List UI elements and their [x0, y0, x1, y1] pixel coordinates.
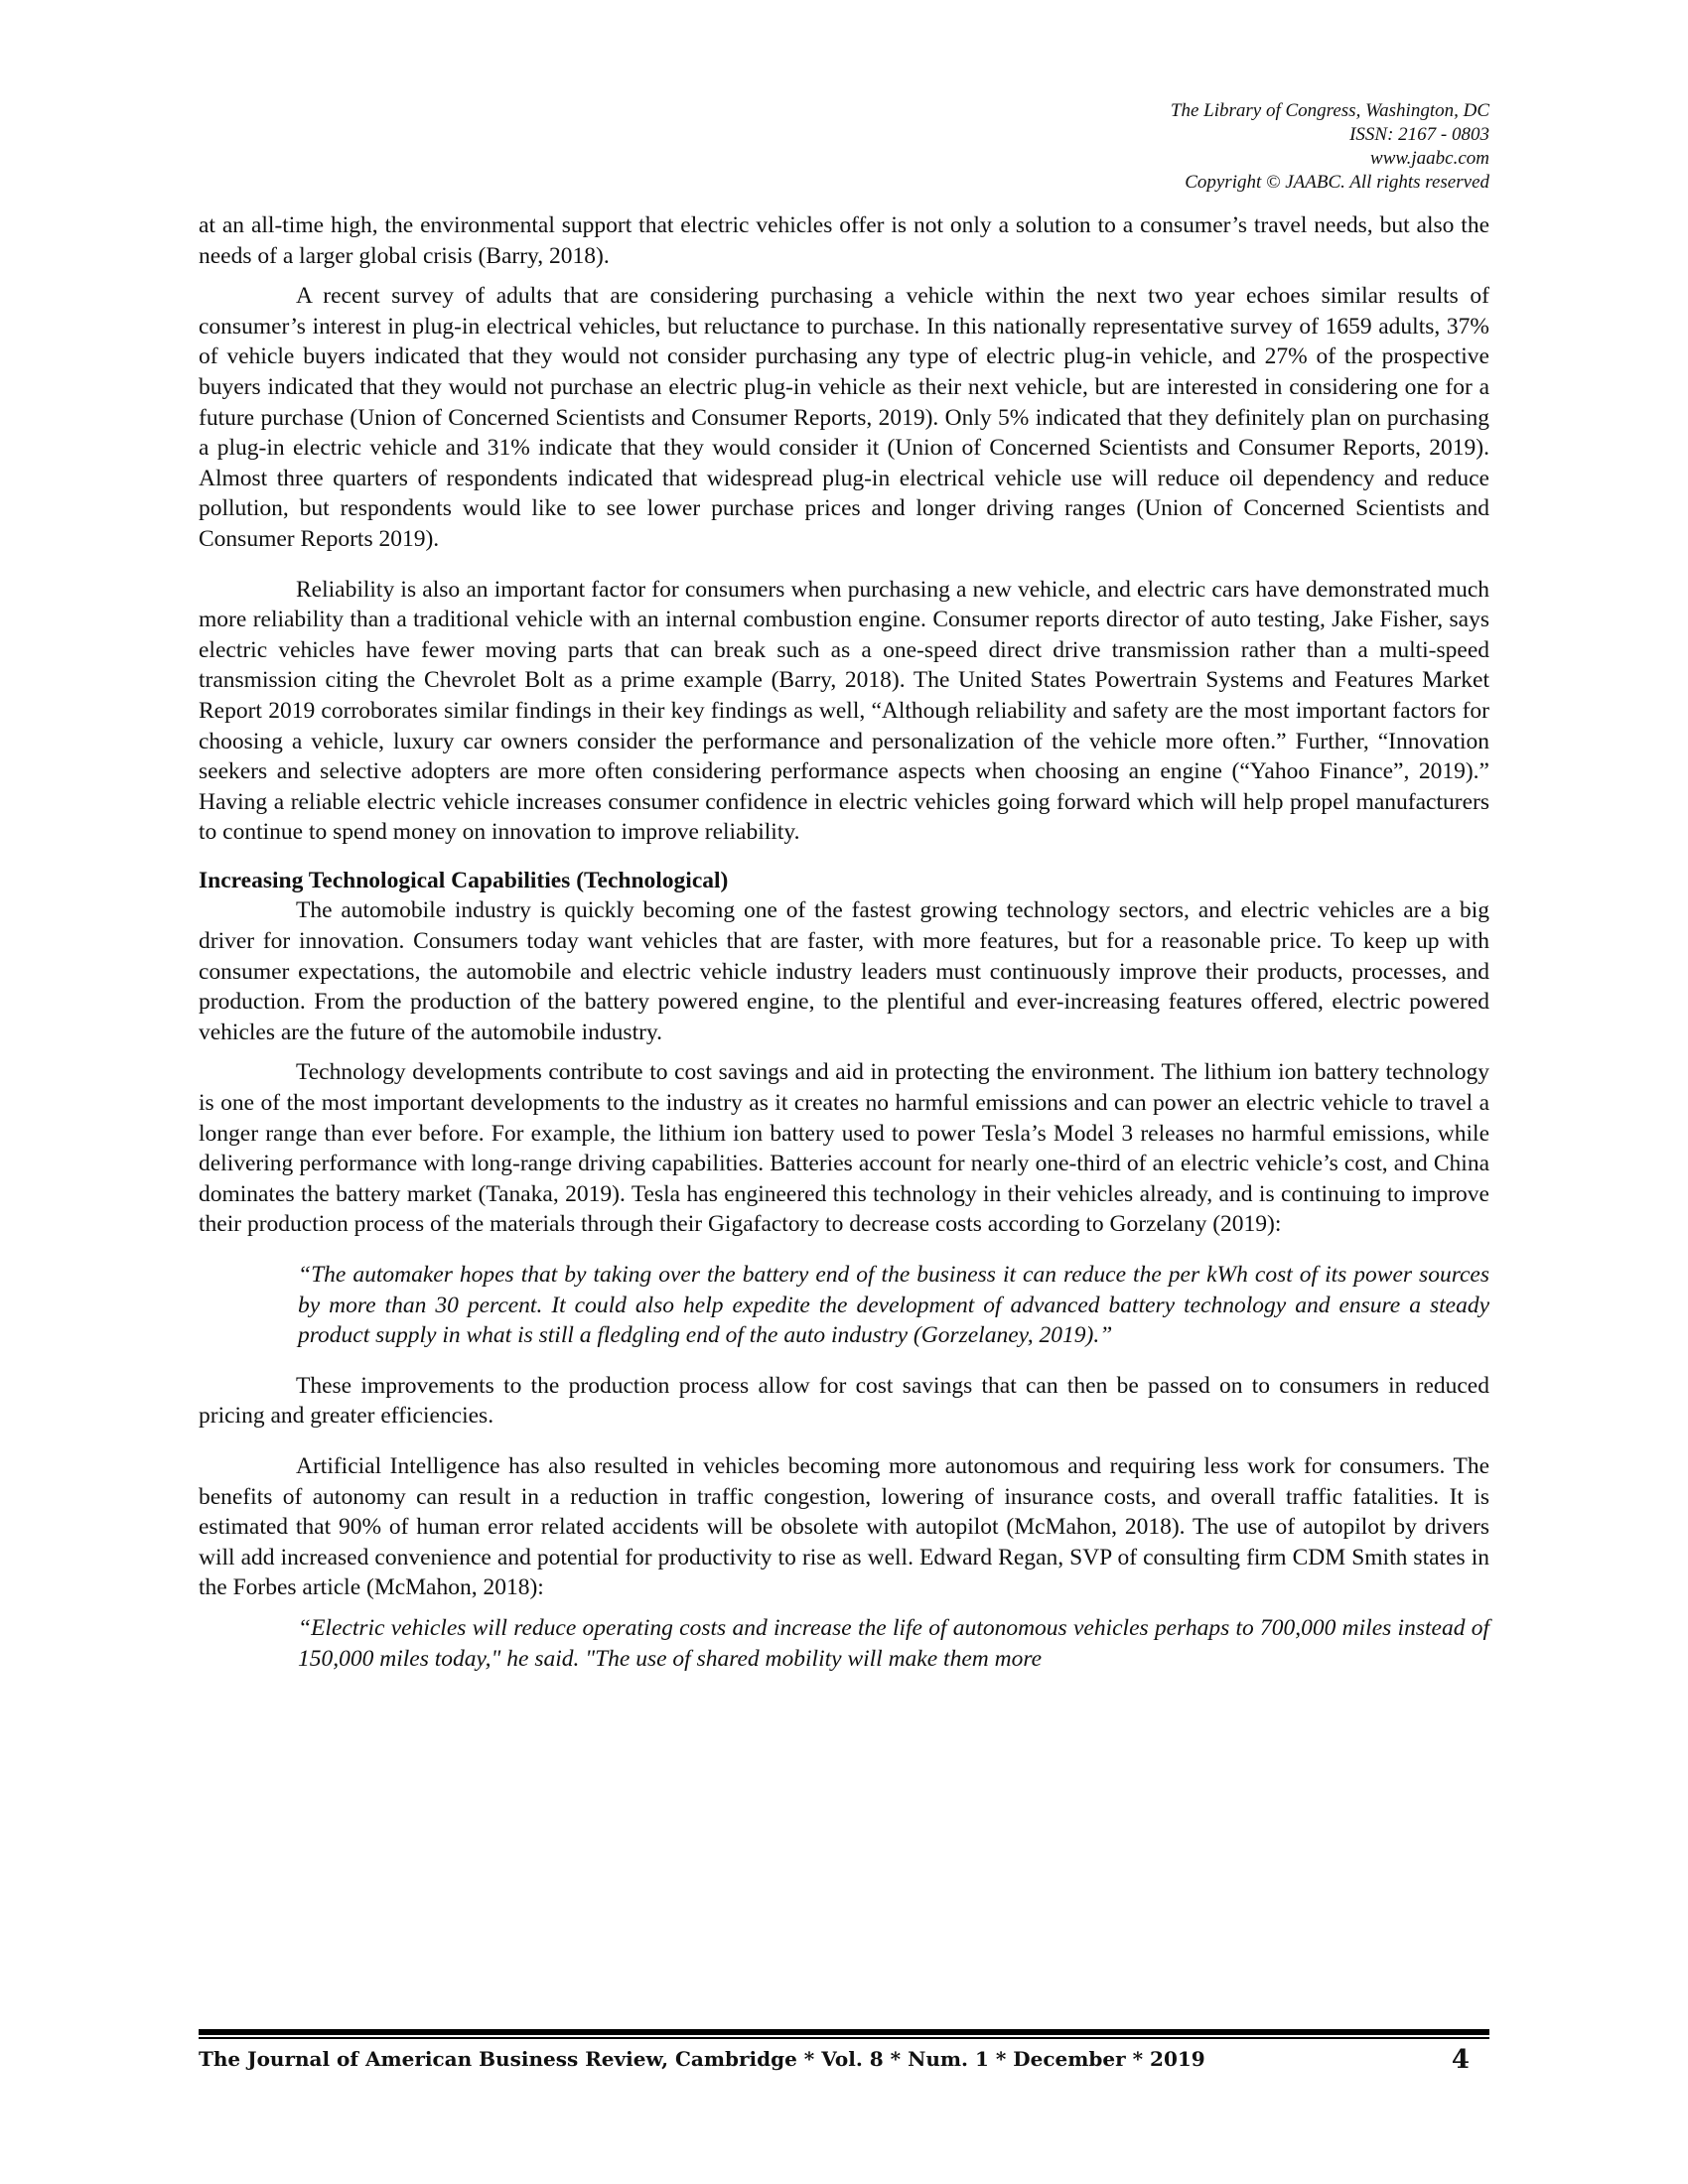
block-quote-gorzelany: “The automaker hopes that by taking over the battery end of the business it can reduce the per kWh cost of its power sources by more than 30 percent. It could also help expedite the development of advanced battery technology and ensure a steady product supply in what is still a fledgling end of the auto industry (Gorzelaney, 2019).” [298, 1262, 1489, 1349]
paragraph-ai: Artificial Intelligence has also resulted in vehicles becoming more autonomous and requiring less work for consumers. The benefits of autonomy can result in a reduction in traffic congestion, lowering of insurance costs, and overall traffic fatalities. It is estimated that 90% of human error related accidents will be obsolete with autopilot (McMahon, 2018). The use of autopilot by drivers will add increased convenience and potential for productivity to rise as well. Edward Regan, SVP of consulting firm CDM Smith states in the Forbes article (McMahon, 2018): [199, 1452, 1489, 1601]
footer-rule-thick [199, 2029, 1489, 2035]
footer-rule-thin [199, 2037, 1489, 2039]
header-website: www.jaabc.com [1370, 148, 1489, 169]
page-header [1171, 99, 1489, 195]
header-issn: ISSN: 2167 - 0803 [1349, 124, 1489, 145]
page-number: 4 [1451, 2045, 1470, 2075]
article-body [199, 210, 1489, 1674]
footer-journal: The Journal of American Business Review, Cambridge * Vol. 8 * Num. 1 * December * 2019 [199, 2047, 1205, 2071]
header-copyright: Copyright © JAABC. All rights reserved [1185, 172, 1489, 193]
header-publisher: The Library of Congress, Washington, DC [1170, 100, 1489, 121]
paragraph-battery: Technology developments contribute to cost savings and aid in protecting the environment. The lithium ion battery technology is one of the most important developments to the industry as it creates no harmful emissions and can power an electric vehicle to travel a longer range than ever before. For example, the lithium ion battery used to power Tesla’s Model 3 releases no harmful emissions, while delivering performance with long-range driving capabilities. Batteries account for nearly one-third of an electric vehicle’s cost, and China dominates the battery market (Tanaka, 2019). Tesla has engineered this technology in their vehicles already, and is continuing to improve their production process of the materials through their Gigafactory to decrease costs according to Gorzelany (2019): [199, 1059, 1489, 1238]
block-quote-regan: “Electric vehicles will reduce operating costs and increase the life of autonomous vehicles perhaps to 700,000 miles instead of 150,000 miles today," he said. "The use of shared mobility will make them more [298, 1614, 1489, 1672]
paragraph-reliability: Reliability is also an important factor for consumers when purchasing a new vehicle, and electric cars have demonstrated much more reliability than a traditional vehicle with an internal combustion engine. Consumer reports director of auto testing, Jake Fisher, says electric vehicles have fewer moving parts that can break such as a one-speed direct drive transmission rather than a multi-speed transmission citing the Chevrolet Bolt as a prime example (Barry, 2018). The United States Powertrain Systems and Features Market Report 2019 corroborates similar findings in their key findings as well, “Although reliability and safety are the most important factors for choosing a vehicle, luxury car owners consider the performance and personalization of the vehicle more often.” Further, “Innovation seekers and selective adopters are more often considering performance aspects when choosing an engine (“Yahoo Finance”, 2019).” Having a reliable electric vehicle increases consumer confidence in electric vehicles going forward which will help propel manufacturers to continue to spend money on innovation to improve reliability. [199, 576, 1489, 846]
section-heading: Increasing Technological Capabilities (Technological) [199, 867, 729, 893]
paragraph-improvements: These improvements to the production process allow for cost savings that can then be passed on to consumers in reduced pricing and greater efficiencies. [199, 1372, 1489, 1430]
paragraph-technology: The automobile industry is quickly becoming one of the fastest growing technology sectors, and electric vehicles are a big driver for innovation. Consumers today want vehicles that are faster, with more features, but for a reasonable price. To keep up with consumer expectations, the automobile and electric vehicle industry leaders must continuously improve their products, processes, and production. From the production of the battery powered engine, to the plentiful and ever-increasing features offered, electric powered vehicles are the future of the automobile industry. [199, 897, 1489, 1045]
paragraph-continuation: at an all-time high, the environmental support that electric vehicles offer is not only a solution to a consumer’s travel needs, but also the needs of a larger global crisis (Barry, 2018). [199, 212, 1489, 269]
paragraph-survey: A recent survey of adults that are considering purchasing a vehicle within the next two year echoes similar results of consumer’s interest in plug-in electrical vehicles, but reluctance to purchase. In this nationally representative survey of 1659 adults, 37% of vehicle buyers indicated that they would not consider purchasing any type of electric plug-in vehicle, and 27% of the prospective buyers indicated that they would not purchase an electric plug-in vehicle as their next vehicle, but are interested in considering one for a future purchase (Union of Concerned Scientists and Consumer Reports, 2019). Only 5% indicated that they definitely plan on purchasing a plug-in electric vehicle and 31% indicate that they would consider it (Union of Concerned Scientists and Consumer Reports, 2019). Almost three quarters of respondents indicated that widespread plug-in electrical vehicle use will reduce oil dependency and reduce pollution, but respondents would like to see lower purchase prices and longer driving ranges (Union of Concerned Scientists and Consumer Reports 2019). [199, 283, 1489, 552]
